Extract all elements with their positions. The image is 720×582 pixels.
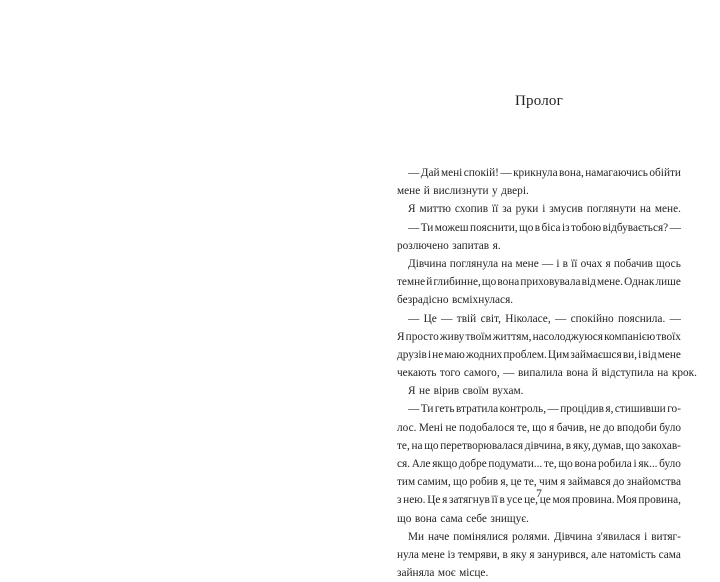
text-line: темне й глибинне, що вона приховувала від мене. Однак лише [397, 276, 681, 289]
text-line: Я не вірив своїм вухам. [408, 385, 524, 398]
text-line: що вона сама себе знищує. [397, 512, 529, 525]
text-line: — Ти можеш пояснити, що в біса із тобою відбувається? — [408, 221, 681, 234]
text-line: Я просто живу твоїм життям, насолоджуюся компанією твоїх [397, 330, 681, 343]
page-number: 7 [536, 488, 542, 500]
text-line: зайняла моє місце. [397, 567, 489, 580]
body-text [397, 164, 697, 582]
text-line: друзів і не маю жодних проблем. Цим займаєшся ви, і від мене [397, 348, 681, 361]
text-line: тим самим, що робив я, це те, чим я займався до знайомства [397, 476, 681, 489]
text-line: безрадісно всміхнулася. [397, 294, 514, 307]
text-line: Я миттю схопив її за руки і змусив поглянути на мене. [408, 203, 681, 216]
text-line: — Це — твій світ, Ніколасе, — спокійно пояснила. — [408, 312, 681, 325]
text-line: те, на що перетворювалася дівчина, в яку, думав, що закохав- [397, 439, 681, 452]
text-line: нула мене із темряви, в яку я занурився, але натомість сама [397, 548, 681, 561]
text-line: ся. Але якщо добре подумати... те, що вона робила і як... було [397, 458, 681, 470]
chapter-title: Пролог [515, 93, 563, 109]
text-line: мене й вислизнути у двері. [397, 185, 529, 198]
text-line: Дівчина поглянула на мене — і в її очах я побачив щось [408, 257, 681, 270]
text-line: Ми наче помінялися ролями. Дівчина з'явилася і витяг- [408, 530, 681, 543]
text-line: чекають того самого, — випалила вона й відступила на крок. [397, 367, 697, 380]
text-line: лос. Мені не подобалося те, що я бачив, не до вподоби було [397, 421, 681, 434]
text-line: — Дай мені спокій! — крикнула вона, намагаючись обійти [408, 167, 681, 179]
text-line: з нею. Це я затягнув її в усе це, це моя провина. Моя провина, [397, 494, 681, 507]
text-line: розлючено запитав я. [397, 239, 501, 252]
text-line: — Ти геть втратила контроль, — процідив я, стишивши го- [408, 403, 681, 416]
